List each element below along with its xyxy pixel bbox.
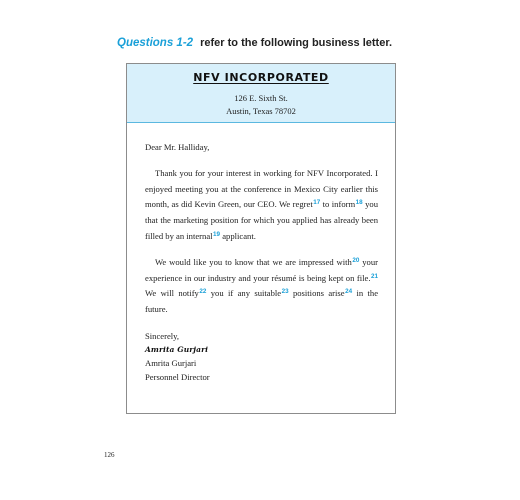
paragraph-1-text: Thank you for your interest in working for NFV Incorporated. I enjoyed meeting you at the conference in Mexico City earlier this month, as did Kevin Green, our CEO. We regret — [145, 167, 378, 210]
paragraph-1 — [145, 166, 378, 245]
signer-name: Amrita Gurjari — [145, 357, 197, 368]
company-name: NFV INCORPORATED — [193, 71, 329, 84]
signature: Amrita Gurjari — [145, 344, 209, 354]
paragraph-2-text: We would like you to know that we are impressed with — [155, 256, 352, 267]
question-marker-24: 24 — [345, 288, 353, 296]
questions-header — [117, 37, 392, 49]
signer-title: Personnel Director — [145, 371, 210, 382]
paragraph-2-text: in the future. — [145, 288, 379, 315]
letter-body — [127, 140, 395, 384]
paragraph-1-text: you that the marketing position for which you applied has already been filled by an internal — [145, 199, 379, 241]
business-letter — [126, 63, 396, 414]
paragraph-2-text: you if any suitable — [206, 288, 282, 299]
question-marker-23: 23 — [281, 288, 289, 296]
questions-instruction: refer to the following business letter. — [200, 37, 393, 49]
page-number: 126 — [104, 451, 115, 459]
question-marker-18: 18 — [355, 199, 363, 207]
question-marker-17: 17 — [313, 199, 321, 207]
address-line-1: 126 E. Sixth St. — [234, 93, 288, 103]
salutation: Dear Mr. Halliday, — [145, 142, 210, 152]
closing: Sincerely, — [145, 330, 180, 341]
question-marker-21: 21 — [370, 272, 378, 280]
paragraph-2-text: We will notify — [145, 288, 199, 299]
paragraph-2-text: positions arise — [288, 288, 345, 299]
paragraph-2 — [145, 255, 378, 318]
paragraph-1-text: applicant. — [220, 230, 256, 241]
question-marker-22: 22 — [199, 288, 207, 296]
letterhead — [127, 64, 395, 123]
question-marker-19: 19 — [213, 230, 221, 238]
question-marker-20: 20 — [352, 256, 360, 264]
paragraph-2-text: your experience in our industry and your résumé is being kept on file. — [145, 256, 378, 283]
paragraph-1-text: to inform — [320, 199, 356, 210]
address-line-2: Austin, Texas 78702 — [226, 106, 296, 116]
questions-label: Questions 1-2 — [117, 37, 194, 49]
